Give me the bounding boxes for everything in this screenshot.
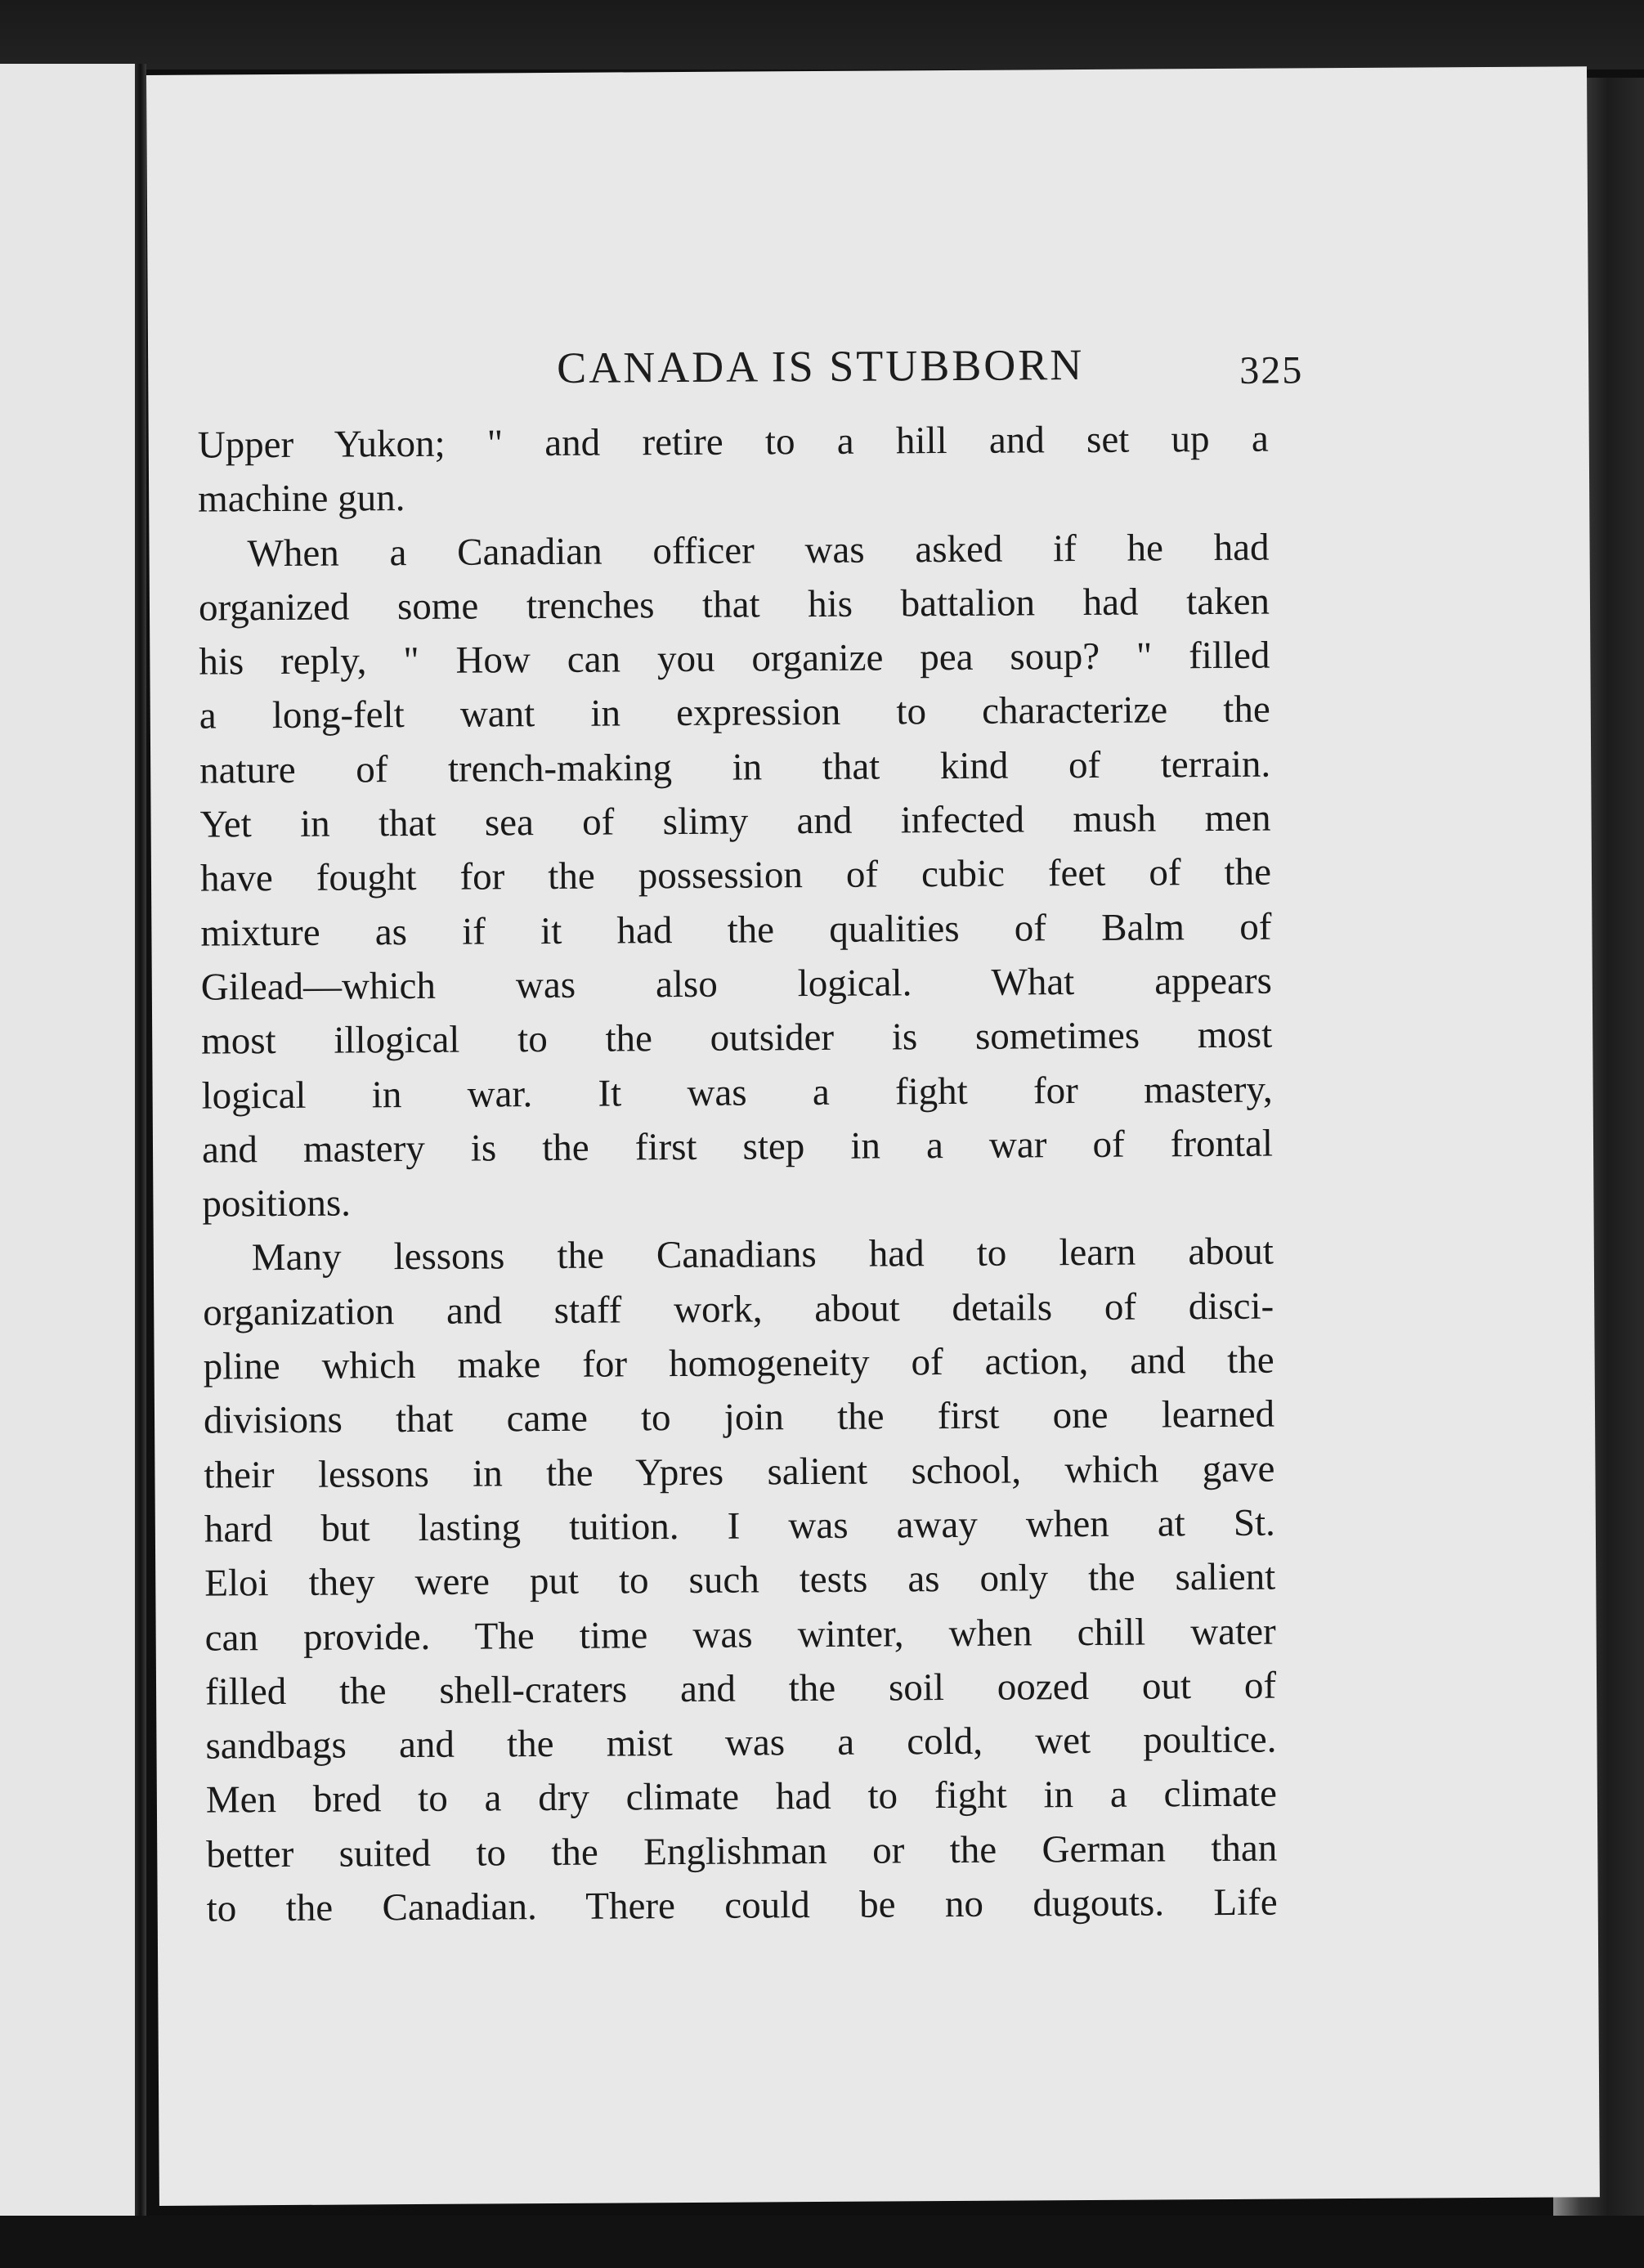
text-line: organization and staff work, about details of disci-: [203, 1284, 1274, 1334]
text-line: his reply, " How can you organize pea soup? " filled: [199, 634, 1270, 684]
text-line: Yet in that sea of slimy and infected mush men: [199, 796, 1271, 846]
text-line: Eloi they were put to such tests as only the salient: [204, 1555, 1276, 1605]
text-line: pline which make for homogeneity of action, and the: [203, 1338, 1274, 1388]
text-line: can provide. The time was winter, when chill water: [204, 1610, 1276, 1660]
text-line: to the Canadian. There could be no dugouts. Life: [206, 1880, 1278, 1930]
body-text: [198, 412, 1278, 1936]
scan-border-top: [0, 0, 1644, 69]
text-line: sandbags and the mist was a cold, wet poultice.: [205, 1718, 1277, 1768]
paragraph-2: [198, 520, 1273, 1231]
text-line: nature of trench-making in that kind of terrain.: [199, 742, 1271, 792]
text-line: logical in war. It was a fight for mastery,: [201, 1068, 1273, 1118]
text-line: have fought for the possession of cubic feet of the: [199, 850, 1272, 900]
text-line: When a Canadian officer was asked if he had: [247, 526, 1270, 575]
text-line: Gilead—which was also logical. What appears: [200, 959, 1272, 1009]
text-line: Many lessons the Canadians had to learn about: [251, 1230, 1274, 1280]
text-line: hard but lasting tuition. I was away when at St.: [204, 1501, 1276, 1551]
text-line: and mastery is the first step in a war of frontal: [201, 1122, 1274, 1172]
page-header: [147, 254, 1588, 392]
text-line: better suited to the Englishman or the German than: [206, 1827, 1278, 1876]
text-line: divisions that came to join the first one learned: [203, 1392, 1275, 1442]
scan-border-bottom: [0, 2216, 1644, 2268]
running-head: CANADA IS STUBBORN: [557, 339, 1085, 392]
page-number: 325: [1239, 348, 1304, 392]
text-line: their lessons in the Ypres salient school, which gave: [204, 1447, 1275, 1497]
text-line: Upper Yukon; " and retire to a hill and set up a: [197, 417, 1269, 467]
text-line: Men bred to a dry climate had to fight in a climate: [205, 1773, 1278, 1822]
book-page: [146, 66, 1600, 2206]
text-line: mixture as if it had the qualities of Balm of: [200, 905, 1272, 955]
text-line: organized some trenches that his battalion had taken: [198, 580, 1270, 630]
text-line: most illogical to the outsider is sometimes most: [201, 1013, 1273, 1063]
book-gutter: [135, 64, 146, 2222]
text-line: a long-felt want in expression to characterize the: [199, 688, 1270, 738]
facing-page-edge: [0, 64, 135, 2222]
text-line: machine gun.: [198, 477, 405, 521]
text-line: positions.: [202, 1181, 352, 1226]
text-line: filled the shell-craters and the soil oozed out of: [204, 1664, 1277, 1714]
paragraph-3: [203, 1225, 1278, 1936]
paragraph-1: [198, 412, 1270, 527]
